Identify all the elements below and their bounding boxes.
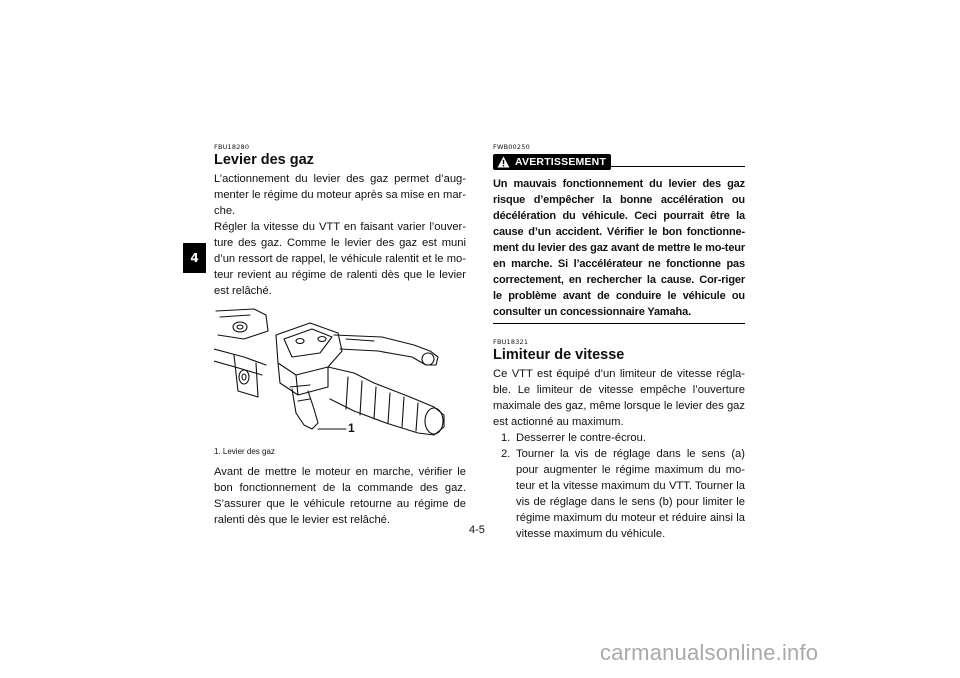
- section-heading: Levier des gaz: [214, 152, 314, 168]
- warning-bottom-rule: [493, 323, 745, 324]
- steps-list: [493, 430, 745, 542]
- warning-code: FWB00250: [493, 143, 530, 151]
- paragraph-limiter: Ce VTT est équipé d’un limiteur de vitesse régla-ble. Le limiteur de vitesse empêche l’ouverture maximale des gaz, même lorsque le levier des gaz est actionné au maximum.: [493, 368, 745, 429]
- paragraph-speed: Régler la vitesse du VTT en faisant varier l’ouver-ture des gaz. Comme le levier des gaz est muni d’un ressort de rappel, le véhicule ralentit et le mo-teur revient au régime de ralenti dès que le levier est relâché.: [214, 221, 466, 298]
- warning-header: [493, 154, 745, 170]
- right-column: [493, 143, 745, 542]
- page-number: 4-5: [469, 524, 485, 536]
- left-column: [214, 143, 466, 528]
- section-code-2: FBU18321: [493, 338, 529, 346]
- warning-triangle-icon: [497, 156, 510, 168]
- figure-callout-number: 1: [348, 421, 355, 436]
- paragraph-check: Avant de mettre le moteur en marche, vérifier le bon fonctionnement de la commande des gaz. S’assurer que le véhicule retourne au régime de ralenti dès que le levier est relâché.: [214, 466, 466, 527]
- list-item: 2. Tourner la vis de réglage dans le sens (a) pour augmenter le régime maximum du mo-teur et la vitesse maximum du VTT. Tourner la vis de réglage dans le sens (b) pour limiter le régime maximum du moteur et réduire ainsi la vitesse maximum du véhicule.: [501, 448, 745, 541]
- section-code: FBU18280: [214, 143, 250, 151]
- figure-caption: 1. Levier des gaz: [214, 447, 275, 457]
- speed-limiter-section: [493, 338, 745, 542]
- list-item: 1. Desserrer le contre-écrou.: [501, 432, 646, 445]
- warning-badge: [493, 154, 611, 170]
- chapter-number: 4: [190, 251, 199, 265]
- warning-label: AVERTISSEMENT: [515, 156, 607, 168]
- throttle-lever-illustration: [214, 305, 466, 443]
- throttle-lever-figure: [214, 305, 466, 443]
- watermark: carmanualsonline.info: [600, 640, 819, 665]
- paragraph-intro: L’actionnement du levier des gaz permet d’aug-menter le régime du moteur après sa mise en mar-che.: [214, 173, 466, 218]
- chapter-tab: [183, 243, 206, 273]
- warning-top-rule: [611, 166, 745, 167]
- section-heading-2: Limiteur de vitesse: [493, 347, 625, 363]
- warning-text: Un mauvais fonctionnement du levier des gaz risque d’empêcher la bonne accélération ou décélération du véhicule. Ceci pourrait être la cause d’un accident. Vérifier le bon fonctionne-ment du levier des gaz avant de mettre le mo-teur en marche. Si l’accélérateur ne fonctionne pas correctement, en rechercher la cause. Cor-riger le problème avant de conduire le véhicule ou consulter un concessionnaire Yamaha.: [493, 178, 745, 318]
